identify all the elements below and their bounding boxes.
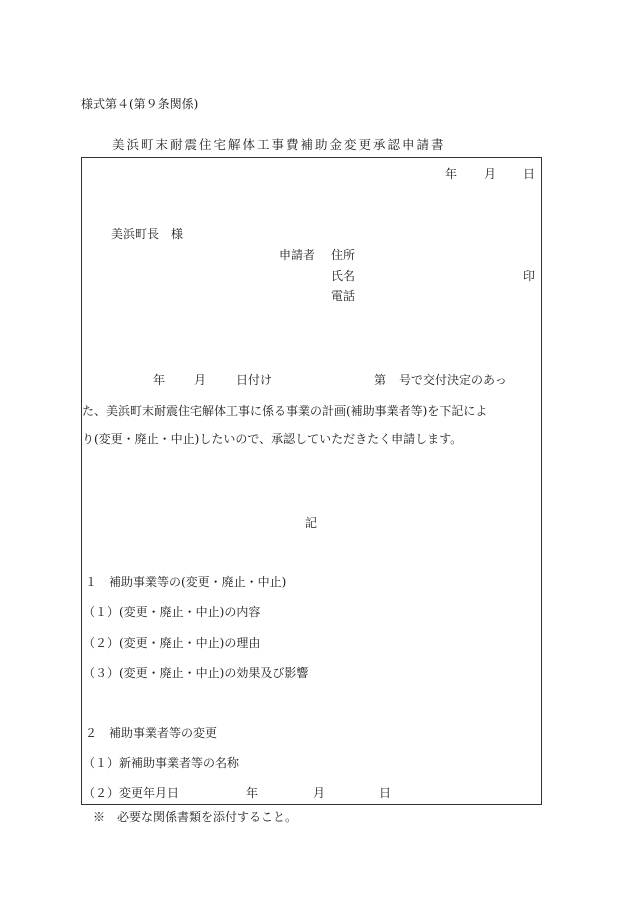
- section2-item-2: （２）変更年月日: [83, 786, 180, 800]
- body-line1-rest: 号で交付決定のあっ: [399, 373, 507, 387]
- applicant-label: 申請者: [279, 248, 316, 262]
- date-day: 日: [523, 167, 536, 181]
- applicant-name-label: 氏名: [331, 269, 356, 283]
- section2-year: 年: [246, 786, 259, 800]
- body-line3: り(変更・廃止・中止)したいので、承認していただきたく申請します。: [82, 432, 463, 446]
- document-title: 美浜町末耐震住宅解体工事費補助金変更承認申請書: [112, 137, 446, 152]
- body-year: 年: [153, 373, 166, 387]
- section2-month: 月: [313, 786, 326, 800]
- date-year: 年: [445, 167, 458, 181]
- form-number: 様式第４(第９条関係): [81, 97, 199, 111]
- ki-heading: 記: [305, 516, 318, 530]
- applicant-address-label: 住所: [331, 248, 356, 262]
- addressee: 美浜町長 様: [111, 227, 184, 241]
- applicant-phone-label: 電話: [331, 289, 356, 303]
- body-line2: た、美浜町末耐震住宅解体工事に係る事業の計画(補助事業者等)を下記によ: [82, 404, 488, 418]
- body-number-prefix: 第: [374, 373, 387, 387]
- section2-heading: ２ 補助事業者等の変更: [85, 726, 218, 740]
- body-month: 月: [194, 373, 207, 387]
- body-date-suffix: 日付け: [236, 373, 273, 387]
- section1-item-2: （２）(変更・廃止・中止)の理由: [83, 636, 261, 650]
- footnote: ※ 必要な関係書類を添付すること。: [93, 810, 298, 824]
- section2-day: 日: [379, 786, 392, 800]
- section1-heading: １ 補助事業等の(変更・廃止・中止): [85, 575, 287, 589]
- section1-item-1: （１）(変更・廃止・中止)の内容: [83, 605, 261, 619]
- section2-item-1: （１）新補助事業者等の名称: [83, 756, 240, 770]
- date-month: 月: [484, 167, 497, 181]
- section1-item-3: （３）(変更・廃止・中止)の効果及び影響: [83, 666, 309, 680]
- seal-mark: 印: [523, 269, 536, 283]
